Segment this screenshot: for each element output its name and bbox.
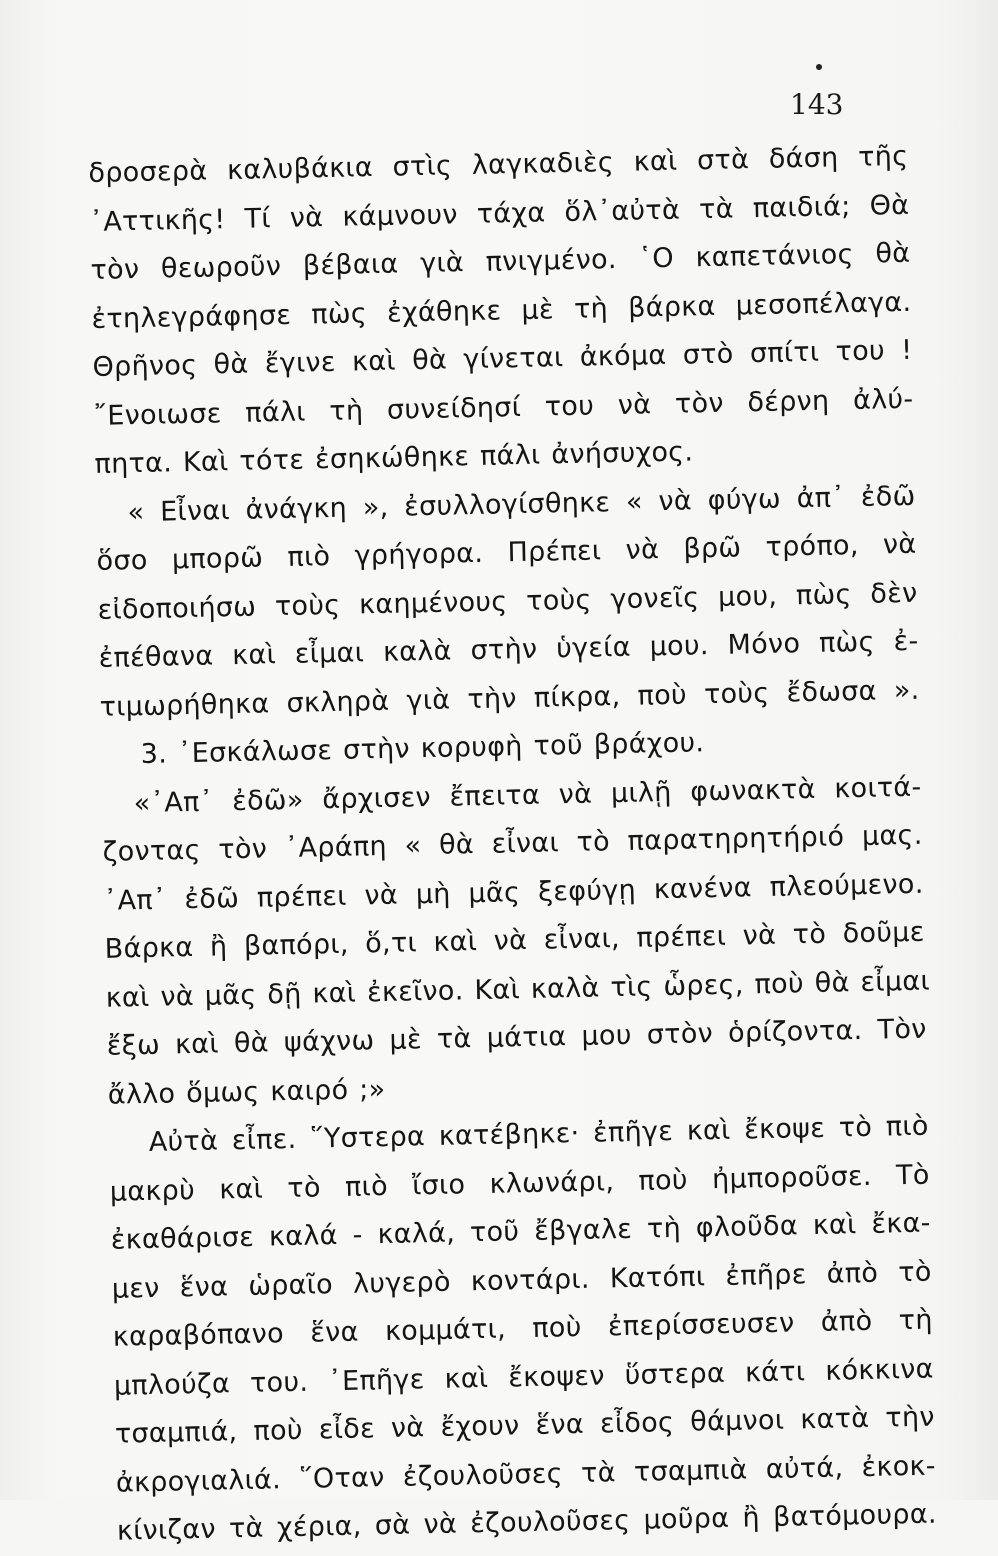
text-line: ᾿Απ᾿ ἐδῶ πρέπει νὰ μὴ μᾶς ξεφύγῃ κανένα πλεούμενο. (103, 868, 924, 917)
page-speck (816, 64, 822, 70)
text-line: καραβόπανο ἕνα κομμάτι, ποὺ ἐπερίσσευσεν ἀπὸ τὴ (112, 1304, 934, 1353)
text-line: μακρὺ καὶ τὸ πιὸ ἴσιο κλωνάρι, ποὺ ἠμποροῦσε. Τὸ (109, 1159, 930, 1208)
text-line: «᾿Απ᾿ ἐδῶ» ἄρχισεν ἔπειτα νὰ μιλῇ φωνακτὰ κοιτά- (133, 771, 922, 819)
body-text (88, 133, 937, 1556)
text-line: Θρῆνος θὰ ἔγινε καὶ θὰ γίνεται ἀκόμα στὸ σπίτι του ! (92, 334, 913, 383)
text-line: ῎Ενοιωσε πάλι τὴ συνείδησί του νὰ τὸν δέρνη ἀλύ- (93, 383, 914, 432)
text-line: Αὐτὰ εἶπε. ῞Υστερα κατέβηκε· ἐπῆγε καὶ ἔκοψε τὸ πιὸ (148, 1110, 929, 1158)
text-line: ζοντας τὸν ᾿Αράπη « θὰ εἶναι τὸ παρατηρητήριό μας. (102, 819, 923, 868)
text-line: ἐτηλεγράφησε πὼς ἐχάθηκε μὲ τὴ βάρκα μεσοπέλαγα. (91, 286, 912, 335)
text-line: εἰδοποιήσω τοὺς καημένους τοὺς γονεῖς μου, πὼς δὲν (97, 577, 918, 626)
text-line: μεν ἕνα ὡραῖο λυγερὸ κοντάρι. Κατόπι ἐπῆρε ἀπὸ τὸ (111, 1256, 932, 1305)
text-line: ᾿Αττικῆς! Τί νὰ κάμνουν τάχα ὅλ᾿αὐτὰ τὰ παιδιά; Θὰ (89, 189, 910, 238)
text-line: μπλούζα του. ᾿Επῆγε καὶ ἔκοψεν ὕστερα κάτι κόκκινα (113, 1353, 935, 1402)
text-line: κίνιζαν τὰ χέρια, σὰ νὰ ἐζουλοῦσες μοῦρα ἢ βατόμουρα. (116, 1498, 938, 1547)
text-line: τσαμπιά, ποὺ εἶδε νὰ ἔχουν ἕνα εἶδος θάμνοι κατὰ τὴν (114, 1401, 936, 1450)
text-line: πητα. Καὶ τότε ἐσηκώθηκε πάλι ἀνήσυχος. (94, 436, 694, 480)
text-line: Βάρκα ἢ βαπόρι, ὅ,τι καὶ νὰ εἶναι, πρέπει νὰ τὸ δοῦμε (104, 916, 925, 965)
text-line: τιμωρήθηκα σκληρὰ γιὰ τὴν πίκρα, ποὺ τοὺς ἔδωσα ». (99, 674, 920, 723)
text-line: ἐπέθανα καὶ εἶμαι καλὰ στὴν ὑγεία μου. Μόνο πὼς ἐ- (98, 625, 919, 674)
text-line: τὸν θεωροῦν βέβαια γιὰ πνιγμένο. ῾Ο καπετάνιος θὰ (90, 237, 911, 286)
text-line: ἄλλο ὅμως καιρό ;» (107, 1073, 386, 1111)
text-line: ἔξω καὶ θὰ ψάχνω μὲ τὰ μάτια μου στὸν ὁρίζοντα. Τὸν (106, 1013, 927, 1062)
page-number: 143 (790, 88, 844, 121)
section-heading: 3. ᾿Εσκάλωσε στὴν κορυφὴ τοῦ βράχου. (140, 727, 705, 771)
text-line: καὶ νὰ μᾶς δῇ καὶ ἐκεῖνο. Καὶ καλὰ τὶς ὧρες, ποὺ θὰ εἶμαι (105, 965, 931, 1014)
text-line: ἐκαθάρισε καλά - καλά, τοῦ ἔβγαλε τὴ φλοῦδα καὶ ἔκα- (110, 1207, 931, 1256)
text-line: « Εἶναι ἀνάγκη », ἐσυλλογίσθηκε « νὰ φύγω ἀπ᾿ ἐδῶ (127, 480, 916, 528)
text-line: ὅσο μπορῶ πιὸ γρήγορα. Πρέπει νὰ βρῶ τρόπο, νὰ (96, 528, 917, 577)
text-line: δροσερὰ καλυβάκια στὶς λαγκαδιὲς καὶ στὰ δάση τῆς (88, 140, 909, 189)
text-line: ἀκρογιαλιά. ῞Οταν ἐζουλοῦσες τὰ τσαμπιὰ αὐτά, ἐκοκ- (115, 1450, 937, 1499)
